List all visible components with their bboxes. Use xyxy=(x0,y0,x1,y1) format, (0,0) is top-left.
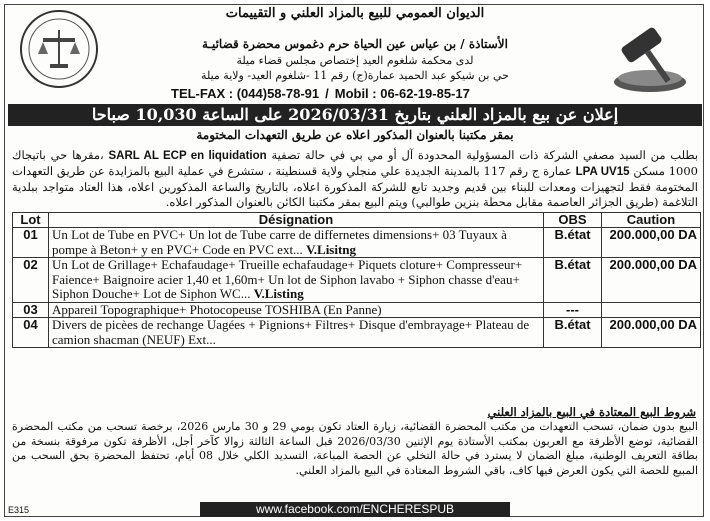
contact-line: TEL-FAX : (044)58-78-91 / Mobil : 06-62-19-85-17 xyxy=(171,86,470,101)
header xyxy=(6,6,704,106)
table-header xyxy=(13,213,701,228)
lot-obs: B.état xyxy=(544,258,602,303)
company-name: SARL AL ECP en liquidation xyxy=(108,150,267,162)
lot-obs: --- xyxy=(544,302,602,318)
auction-subtitle: بمقر مكتبنا بالعنوان المذكور اعلاه عن طريق التعهدات المختومة xyxy=(196,128,514,142)
lot-number: 03 xyxy=(13,302,49,318)
tel-fax: TEL-FAX : (044)58-78-91 xyxy=(171,86,320,101)
table-row xyxy=(13,302,701,318)
lots-table xyxy=(12,212,701,348)
lot-caution: 200.000,00 DA xyxy=(602,228,701,258)
lot-designation: Un Lot de Grillage+ Echafaudage+ Trueille echafaudage+ Piquets cloture+ Compresseur+ Faience+ Baignoire acier 1,40 et 1,60m+ Un lot de Siphon lavabo + Siphon chasse d'eau+ Siphon Douche+ Lot de Siphon WC... V.Listing xyxy=(49,258,544,303)
lot-number: 01 xyxy=(13,228,49,258)
listing-tag: V.Lisitng xyxy=(306,241,357,257)
bailiff-name: الأستاذة / بن عياس عين الحياة حرم دغموس محضرة قضائيـة xyxy=(202,37,508,51)
lot-designation: Divers de picèes de rechange Uagées + Pignions+ Filtres+ Disque d'embrayage+ Plateau de camion shacman (NEUF) Ext... xyxy=(49,318,544,348)
conditions-text: البيع بدون ضمان، تسحب التعهدات من مكتب المحضرة القضائية، زيارة العتاد تكون يومي 29 و 30 مارس 2026، برخصة تسحب من مكتب المحضرة القضائية، توضع الأظرفة مع العربون بمكتب الأستاذة يوم الإثنين 2026/03/30 قبل الساعة الثالثة زوالا كآخر أجل، الأظرفة تكون مرفوقة بنسخة من بطاقة التعريف الوطنية، مبلغ الضمان لا يسترد في حالة التخلي عن الحصة المباعة، التسديد الكلي خلال 08 أيام، تحتفظ المحضرة بحق السحب من المبيع للحصة التي يكون العرض فيها كاف، باقي الشروط المعتادة في البيع بالمزاد العلني. xyxy=(12,420,698,477)
office-name: الديوان العمومي للبيع بالمزاد العلني و التقييمات xyxy=(225,6,485,21)
lot-designation: Appareil Topographique+ Photocopeuse TOSHIBA (En Panne) xyxy=(49,302,544,318)
lot-obs: B.état xyxy=(544,318,602,348)
col-obs: OBS xyxy=(544,213,602,228)
table-row xyxy=(13,258,701,303)
table-row xyxy=(13,318,701,348)
mobile: Mobil : 06-62-19-85-17 xyxy=(334,86,470,101)
facebook-link[interactable]: www.facebook.com/ENCHERESPUB xyxy=(200,502,510,517)
conditions-title: شروط البيع المعتادة في البيع بالمزاد العلني xyxy=(487,405,696,419)
lot-caution: 200.000,00 DA xyxy=(602,318,701,348)
address-line: حي بن شيكو عبد الحميد عمارة(ج) رقم 11 -شلغوم العيد- ولاية ميلة xyxy=(201,69,509,82)
lot-obs: B.état xyxy=(544,228,602,258)
lot-number: 04 xyxy=(13,318,49,348)
table-row xyxy=(13,228,701,258)
listing-tag: V.Listing xyxy=(253,286,304,301)
intro-part-3: عمارة ج رقم 117 بالمدينة الجديدة علي منجلي ولاية قسنطينة ، ستشرع في عملية البيع بالمزايدة عن طريق التعهدات المختومة فقط لتجهيزات ومعدات للبناء بين قديم وجديد تابع للشركة المذكورة اعلاه، بالتاريخ والساعة المذكورين اعلاه، هذا العتاد متواجد ببلدية التلاغمة (طريق الجزائر العاصمة مقابل محطة بنزين طوالبي) ويتم البيع بمقر مكتبنا الكائن بالعنوان المذكور اعلاه. xyxy=(12,164,698,209)
lot-caution xyxy=(602,302,701,318)
intro-part-2: ،مقرها حي باتيجاك 1000 مسكن xyxy=(12,148,699,178)
court-line: لدى محكمة شلغوم العيد إختصاص مجلس قضاء ميلة xyxy=(236,54,474,67)
lot-number: 02 xyxy=(13,258,49,303)
intro-part-1: بطلب من السيد مصفي الشركة ذات المسؤولية المحدودة آل أو مي بي في حالة تصفية xyxy=(271,148,699,162)
lpa-code: LPA UV15 xyxy=(575,166,630,178)
lot-caution: 200.000,00 DA xyxy=(602,258,701,303)
lot-designation: Un Lot de Tube en PVC+ Un lot de Tube carre de differnetes dimensions+ 03 Tuyaux à pompe à Beton+ y en PVC+ Code en PVC ext... V.Lisitng xyxy=(49,228,544,258)
intro-paragraph xyxy=(12,148,698,210)
auction-banner: إعلان عن بيع بالمزاد العلني بتاريخ 2026/03/31 على الساعة 10,030 صباحا xyxy=(8,104,702,126)
col-lot: Lot xyxy=(13,213,49,228)
gavel-icon xyxy=(606,10,694,98)
col-designation: Désignation xyxy=(49,213,544,228)
col-caution: Caution xyxy=(602,213,701,228)
notice-code: E315 xyxy=(8,505,30,515)
